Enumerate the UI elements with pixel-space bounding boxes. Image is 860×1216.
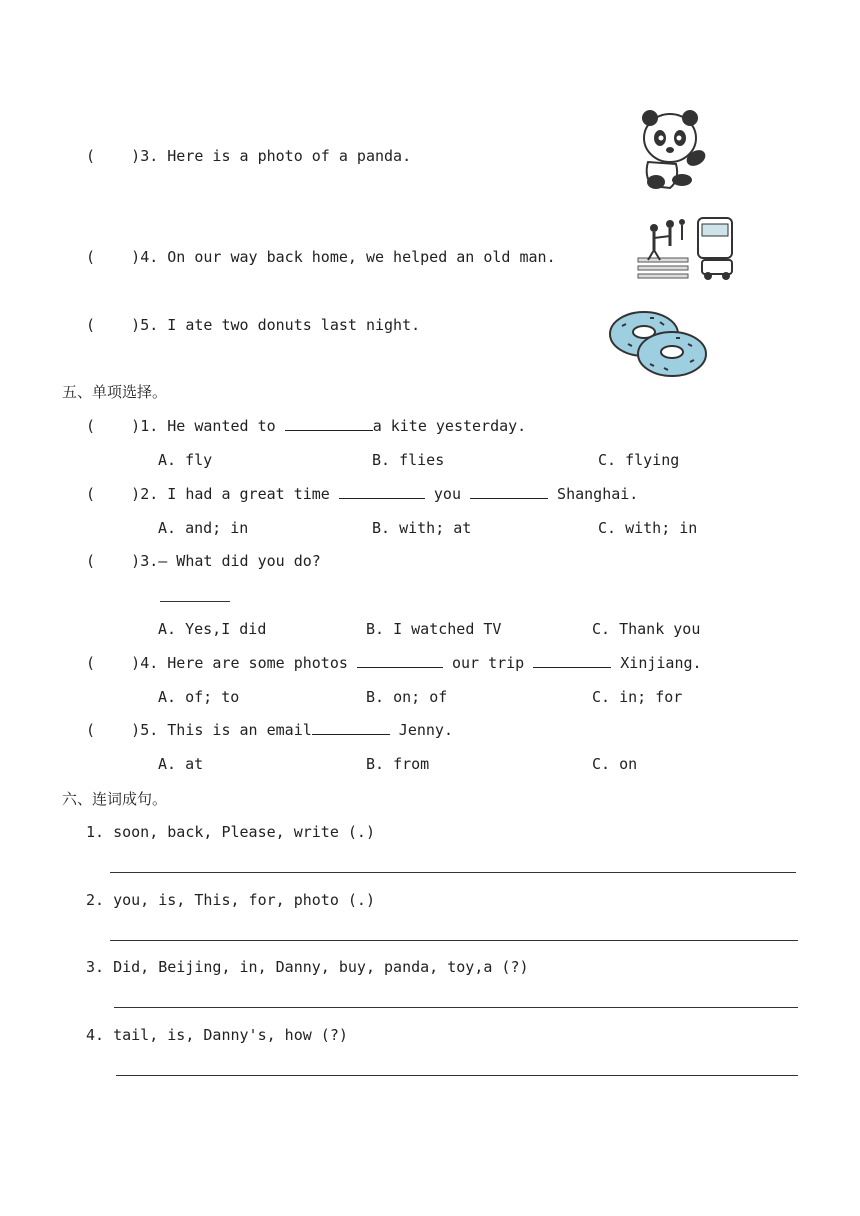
answer-line[interactable] <box>160 601 230 602</box>
part4-item-3: ( )3. Here is a photo of a panda. <box>86 147 412 165</box>
option-c: C. with; in <box>598 519 698 537</box>
answer-line[interactable] <box>110 940 798 941</box>
part4-item-4: ( )4. On our way back home, we helped an old man. <box>86 248 556 266</box>
sentence-item-1: 1. soon, back, Please, write (.) <box>86 823 375 841</box>
sentence-item-2: 2. you, is, This, for, photo (.) <box>86 891 375 909</box>
option-b: B. from <box>366 755 430 773</box>
sentence-item-3: 3. Did, Beijing, in, Danny, buy, panda, toy,a (?) <box>86 958 529 976</box>
panda-icon <box>636 106 716 194</box>
option-b: B. flies <box>372 451 445 469</box>
option-b: B. I watched TV <box>366 620 502 638</box>
option-c: C. Thank you <box>592 620 701 638</box>
question-4: ( )4. Here are some photos our trip Xinjiang. <box>86 654 702 672</box>
answer-blank[interactable] <box>339 484 425 499</box>
answer-blank[interactable] <box>357 653 443 668</box>
part4-item-5: ( )5. I ate two donuts last night. <box>86 316 421 334</box>
answer-line[interactable] <box>114 1007 798 1008</box>
option-a: A. Yes,I did <box>158 620 267 638</box>
crossing-road-icon <box>636 214 736 286</box>
section5-title: 五、单项选择。 <box>62 383 168 401</box>
option-b: B. with; at <box>372 519 472 537</box>
question-2: ( )2. I had a great time you Shanghai. <box>86 485 639 503</box>
question-5: ( )5. This is an email Jenny. <box>86 721 453 739</box>
answer-line[interactable] <box>110 872 796 873</box>
sentence-item-4: 4. tail, is, Danny's, how (?) <box>86 1026 348 1044</box>
question-3: ( )3.— What did you do? <box>86 552 321 570</box>
section6-title: 六、连词成句。 <box>62 790 168 808</box>
option-c: C. flying <box>598 451 680 469</box>
answer-blank[interactable] <box>533 653 611 668</box>
option-b: B. on; of <box>366 688 448 706</box>
donuts-icon <box>606 306 710 382</box>
answer-line[interactable] <box>116 1075 798 1076</box>
answer-blank[interactable] <box>470 484 548 499</box>
question-1: ( )1. He wanted to a kite yesterday. <box>86 417 527 435</box>
option-a: A. at <box>158 755 204 773</box>
option-a: A. and; in <box>158 519 249 537</box>
option-c: C. on <box>592 755 638 773</box>
option-c: C. in; for <box>592 688 683 706</box>
option-a: A. of; to <box>158 688 240 706</box>
option-a: A. fly <box>158 451 213 469</box>
answer-blank[interactable] <box>312 720 390 735</box>
answer-blank[interactable] <box>285 416 373 431</box>
